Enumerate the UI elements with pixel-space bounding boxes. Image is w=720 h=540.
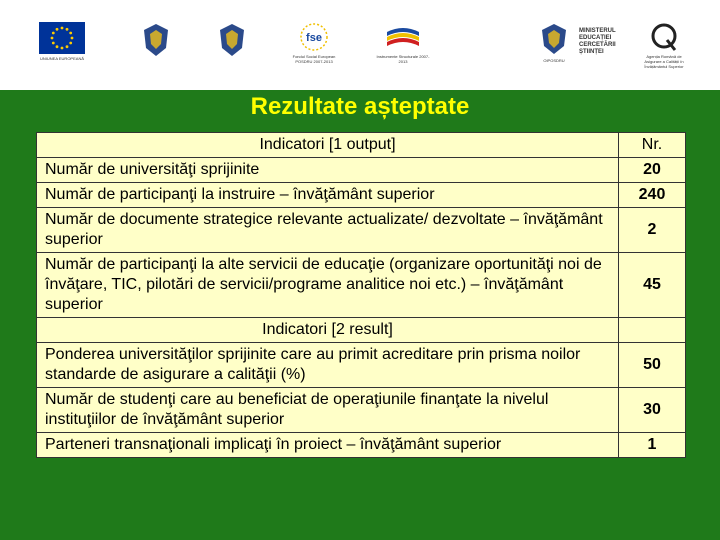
crest-icon — [217, 22, 247, 58]
indicator-value: 1 — [619, 433, 686, 458]
indicator-label: Număr de documente strategice relevante actualizate/ dezvoltate – învăţământ superior — [37, 208, 619, 253]
logo-caption: Instrumente Structurale 2007-2013 — [376, 54, 430, 64]
ministry-logo-text: MINISTERUL EDUCAȚIEI CERCETĂRII ȘTIINȚEI — [579, 28, 616, 55]
logo-caption: Agenția Română de Asigurare a Calității în Învățământul Superior — [644, 54, 684, 69]
government-crest-logo-1 — [136, 22, 176, 72]
indicator-value: 2 — [619, 208, 686, 253]
section2-header-row — [37, 318, 686, 343]
aracis-q-icon — [647, 22, 681, 52]
indicator-value: 30 — [619, 388, 686, 433]
indicator-label: Număr de participanţi la alte servicii de educaţie (organizare oportunităţi noi de învăţare, TIC, pilotări de servicii/programe analitice noi etc.) – învăţământ superior — [37, 253, 619, 318]
table-row — [37, 388, 686, 433]
logo-caption: Fondul Social European POSDRU 2007-2013 — [292, 54, 336, 64]
section2-header: Indicatori [2 result] — [37, 318, 619, 343]
instrumente-structurale-logo — [376, 22, 430, 72]
indicator-label: Număr de participanţi la instruire – învăţământ superior — [37, 183, 619, 208]
nr-header: Nr. — [619, 133, 686, 158]
eu-flag-logo — [36, 22, 88, 72]
indicator-value: 45 — [619, 253, 686, 318]
table-row — [37, 343, 686, 388]
table-row — [37, 158, 686, 183]
fse-icon — [294, 22, 334, 52]
section1-header: Indicatori [1 output] — [37, 133, 619, 158]
svg-text:fse: fse — [306, 32, 322, 44]
oi-posdru-logo — [534, 22, 574, 72]
indicator-label: Număr de universităţi sprijinite — [37, 158, 619, 183]
government-crest-logo-2 — [212, 22, 252, 72]
indicator-label: Parteneri transnaţionali implicaţi în proiect – învăţământ superior — [37, 433, 619, 458]
ministry-logo — [578, 28, 628, 78]
logo-caption: UNIUNEA EUROPEANĂ — [39, 56, 84, 61]
table-row — [37, 433, 686, 458]
logo-bar — [0, 0, 720, 90]
indicator-label: Număr de studenţi care au beneficiat de operaţiunile finanţate la nivelul instituţiilor de învăţământ superior — [37, 388, 619, 433]
eu-flag-icon — [39, 22, 85, 54]
indicator-value: 240 — [619, 183, 686, 208]
indicator-value: 20 — [619, 158, 686, 183]
results-table — [36, 132, 686, 458]
aracis-logo — [638, 22, 690, 72]
empty-cell — [619, 318, 686, 343]
crest-icon — [539, 22, 569, 56]
table-row — [37, 183, 686, 208]
table-row — [37, 208, 686, 253]
crest-icon — [141, 22, 171, 58]
indicator-label: Ponderea universităţilor sprijinite care au primit acreditare prin prisma noilor standarde de asigurare a calităţii (%) — [37, 343, 619, 388]
flag-swoosh-icon — [383, 22, 423, 52]
indicator-value: 50 — [619, 343, 686, 388]
logo-caption: OIPOSDRU — [543, 58, 565, 63]
slide-title: Rezultate așteptate — [250, 93, 470, 120]
table-header-row — [37, 133, 686, 158]
fse-logo — [290, 22, 338, 72]
table-row — [37, 253, 686, 318]
